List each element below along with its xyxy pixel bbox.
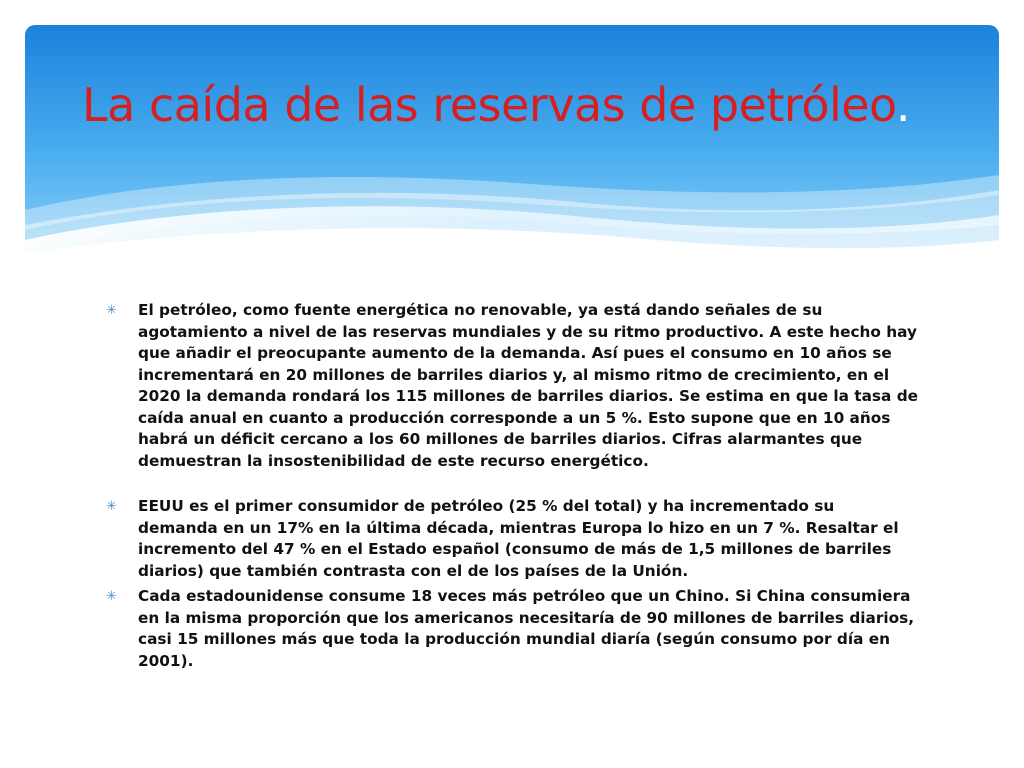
bullet-text: EEUU es el primer consumidor de petróleo (25 % del total) y ha incrementado su demanda en un 17% en la última década, mientras Europa lo hizo en un 7 %. Resaltar el incremento del 47 % en el Estado español (consumo de más de 1,5 millones de barriles diarios) que también contrasta con el de los países de la Unión. bbox=[138, 497, 899, 580]
header-banner bbox=[25, 25, 999, 260]
slide-body bbox=[104, 300, 919, 672]
asterisk-bullet-icon: ✳ bbox=[106, 303, 117, 318]
bullet-item-usa-consumption bbox=[104, 496, 919, 582]
bullet-item-per-capita bbox=[104, 586, 919, 672]
asterisk-bullet-icon: ✳ bbox=[106, 589, 117, 604]
bullet-item-oil-depletion bbox=[104, 300, 919, 472]
slide-title bbox=[82, 78, 910, 132]
header-wave-graphic bbox=[25, 25, 999, 260]
slide-title-dot: . bbox=[895, 78, 911, 132]
bullet-text: Cada estadounidense consume 18 veces más petróleo que un Chino. Si China consumiera en la misma proporción que los americanos necesitaría de 90 millones de barriles diarios, casi 15 millones más que toda la producción mundial diaría (según consumo por día en 2001). bbox=[138, 587, 915, 670]
slide-title-text: La caída de las reservas de petróleo bbox=[82, 78, 896, 132]
asterisk-bullet-icon: ✳ bbox=[106, 499, 117, 514]
bullet-text: El petróleo, como fuente energética no renovable, ya está dando señales de su agotamiento a nivel de las reservas mundiales y de su ritmo productivo. A este hecho hay que añadir el preocupante aumento de la demanda. Así pues el consumo en 10 años se incrementará en 20 millones de barriles diarios y, al mismo ritmo de crecimiento, en el 2020 la demanda rondará los 115 millones de barriles diarios. Se estima en que la tasa de caída anual en cuanto a producción corresponde a un 5 %. Esto supone que en 10 años habrá un déficit cercano a los 60 millones de barriles diarios. Cifras alarmantes que demuestran la insostenibilidad de este recurso energético. bbox=[138, 301, 919, 470]
bullet-list bbox=[104, 300, 919, 672]
